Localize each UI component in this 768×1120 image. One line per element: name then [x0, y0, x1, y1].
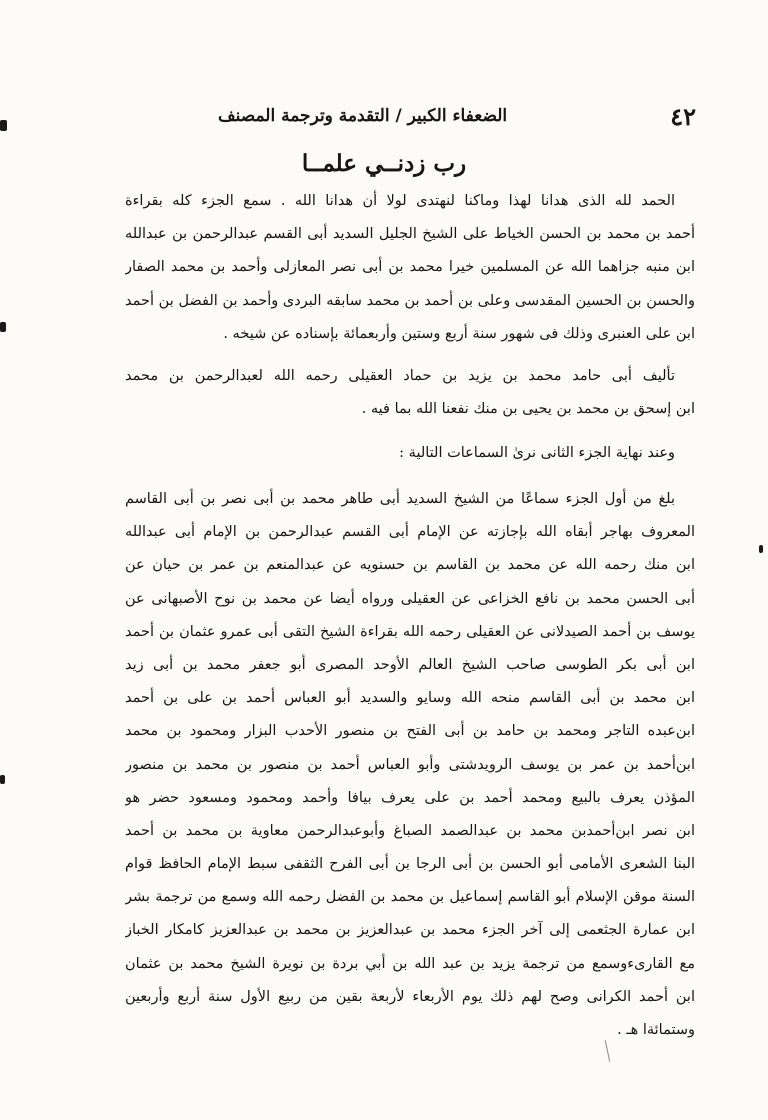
text-line: يوسف بن أحمد الصيدلانى عن العقيلى رحمه الله بقراءة الشيخ التقى أبى عمرو عثمان بن أحمد — [125, 623, 695, 640]
text-line: وعند نهاية الجزء الثانى نرىٰ السماعات التالية : — [399, 445, 675, 461]
section-title: رب زدنــي علمــا — [301, 150, 467, 177]
text-line: ابن نصر ابن‌أحمد‌بن محمد بن عبدالصمد الصباغ وأبوعبدالرحمن معاوية بن محمد بن أحمد — [125, 822, 695, 839]
text-line: البنا الشعرى الأمامى أبو الحسن بن أبى الرجا بن أبى الفرح الثقفى سبط الإمام الحافظ قوام — [125, 856, 695, 873]
paragraph-reading-note — [125, 185, 695, 351]
paragraph-samaat — [125, 483, 695, 1047]
text-line: ابن‌أحمد بن عمر بن يوسف الرويدشتى وأبو العباس أحمد بن منصور بن محمد بن منصور — [125, 756, 695, 773]
text-line: ابن إسحق بن محمد بن يحيى بن منك نفعنا الله بما فيه . — [361, 401, 695, 418]
text-line: ابن محمد بن أبى القاسم منحه الله وسايو والسديد أبو العباس أحمد بن على بن أحمد — [125, 690, 695, 707]
scan-margin-mark — [0, 322, 6, 332]
scan-margin-mark — [0, 120, 7, 131]
text-line: الحمد لله الذى هدانا لهذا وماكنا لنهتدى لولا أن هدانا الله . سمع الجزء كله بقراءة — [125, 193, 675, 209]
scan-margin-mark — [759, 545, 763, 553]
text-line: ابن منبه جزاهما الله عن المسلمين خيرا محمد بن أبى نصر المعازلى وأحمد بن محمد الصفار — [125, 259, 695, 276]
text-line: بلغ من أول الجزء سماعًا من الشيخ السديد أبى طاهر محمد بن أبى نصر بن أبى القاسم — [125, 491, 675, 507]
paragraph-intro-samaat — [125, 437, 695, 470]
text-line: ابن‌عبده التاجر ومحمد بن حامد بن أبى الفتح بن منصور الأحدب البزار ومحمود بن محمد — [125, 723, 695, 740]
page-number: ٤٢ — [670, 101, 696, 131]
scan-margin-mark — [0, 775, 5, 784]
running-header — [218, 100, 696, 132]
text-line: تأليف أبى حامد محمد بن يزيد بن حماد العقيلى رحمه الله لعبدالرحمن بن محمد — [125, 368, 675, 384]
text-line: والحسن بن الحسين المقدسى وعلى بن أحمد بن محمد سابقه البردى وأحمد بن الفضل بن أحمد — [125, 292, 695, 309]
text-line: ابن أبى بكر الطوسى صاحب الشيخ العالم الأوحد المصرى أبو جعفر محمد بن أبى زيد — [125, 656, 695, 673]
text-line: ابن أحمد الكرانى وصح لهم ذلك يوم الأربعاء لأربعة بقين من ربيع الأول سنة أربع وأربعين — [125, 988, 695, 1005]
text-line: المعروف بهاجر أبقاه الله بإجازته عن الإمام أبى القسم عبدالرحمن بن الإمام أبى عبدالله — [125, 524, 695, 541]
text-line: أحمد بن محمد بن الحسن الخياط على الشيخ الجليل السديد أبى القسم عبدالرحمن بن عبدالله — [125, 226, 695, 243]
text-line: ابن على العنبرى وذلك فى شهور سنة أربع وستين وأربعمائة بإسناده عن شيخه . — [223, 325, 695, 342]
text-line: وستمائةا هـ . — [617, 1022, 695, 1038]
paragraph-authorship — [125, 360, 695, 426]
text-line: ابن عمارة الجثعمى إلى آخر الجزء محمد بن عبدالعزيز بن محمد بن عبدالعزيز كامكار الخباز — [125, 922, 695, 939]
running-head-title: الضعفاء الكبير / التقدمة وترجمة المصنف — [218, 106, 508, 126]
text-line: المؤذن يعرف بالبيع ومحمد أحمد بن على يعرف بيافا وأحمد ومحمود ومسعود حضر هو — [125, 789, 695, 806]
text-line: أبى الحسن محمد بن نافع الخزاعى عن العقيلى ورواه أيضا عن محمد بن نوح الأصبهانى عن — [125, 590, 695, 607]
text-line: السنة موقن الإسلام أبو القاسم إسماعيل بن محمد بن الفضل رحمه الله وسمع من ترجمة بشر — [125, 889, 695, 906]
text-line: مع القارىءوسمع من ترجمة يزيد بن عبد الله بن أبي بردة بن نويرة الشيخ محمد بن عثمان — [125, 955, 695, 972]
text-line: ابن منك رحمه الله عن محمد بن القاسم بن حسنويه عن عبدالمنعم بن عمر بن حيان عن — [125, 557, 695, 574]
